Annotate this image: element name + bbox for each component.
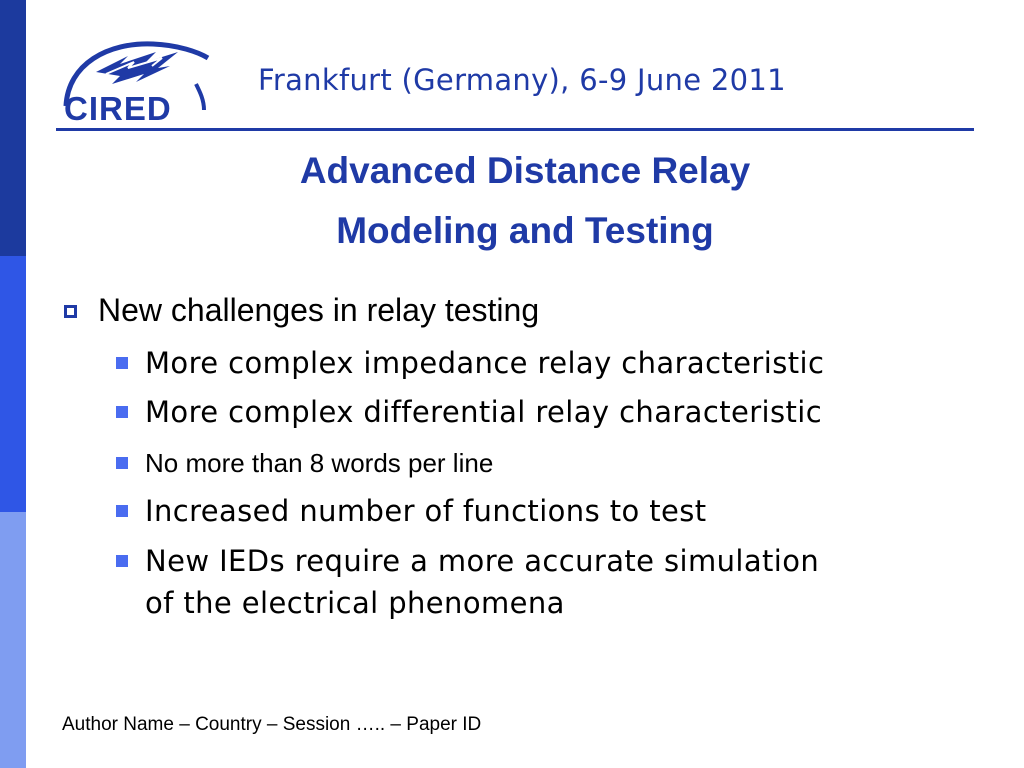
slide-title-line-1: Advanced Distance Relay — [299, 150, 751, 191]
slide-title-line-2: Modeling and Testing — [336, 210, 714, 251]
cired-logo — [58, 34, 216, 124]
sub-bullet-text-continuation: of the electrical phenomena — [145, 586, 565, 620]
square-bullet-icon — [116, 555, 128, 567]
sub-bullet-text: No more than 8 words per line — [145, 448, 494, 478]
header-divider — [56, 128, 974, 131]
side-bar-medium — [0, 256, 26, 512]
square-bullet-icon — [116, 457, 128, 469]
sub-bullet-text: More complex differential relay characteristic — [145, 395, 823, 429]
hollow-square-bullet-icon — [64, 305, 77, 318]
lightning-swoosh-icon — [96, 52, 178, 84]
event-header: Frankfurt (Germany), 6-9 June 2011 — [258, 63, 786, 97]
slide-footer: Author Name – Country – Session ….. – Paper ID — [62, 714, 482, 735]
logo-text: CIRED — [64, 90, 172, 124]
square-bullet-icon — [116, 505, 128, 517]
side-bar-dark — [0, 0, 26, 256]
sub-bullet-text: More complex impedance relay characteristic — [145, 346, 825, 380]
square-bullet-icon — [116, 357, 128, 369]
square-bullet-icon — [116, 406, 128, 418]
sub-bullet-text: Increased number of functions to test — [145, 494, 707, 528]
main-bullet — [64, 292, 539, 329]
main-bullet-text: New challenges in relay testing — [98, 292, 540, 328]
side-bar-light — [0, 512, 26, 768]
sub-bullet-text: New IEDs require a more accurate simulation — [145, 544, 820, 578]
